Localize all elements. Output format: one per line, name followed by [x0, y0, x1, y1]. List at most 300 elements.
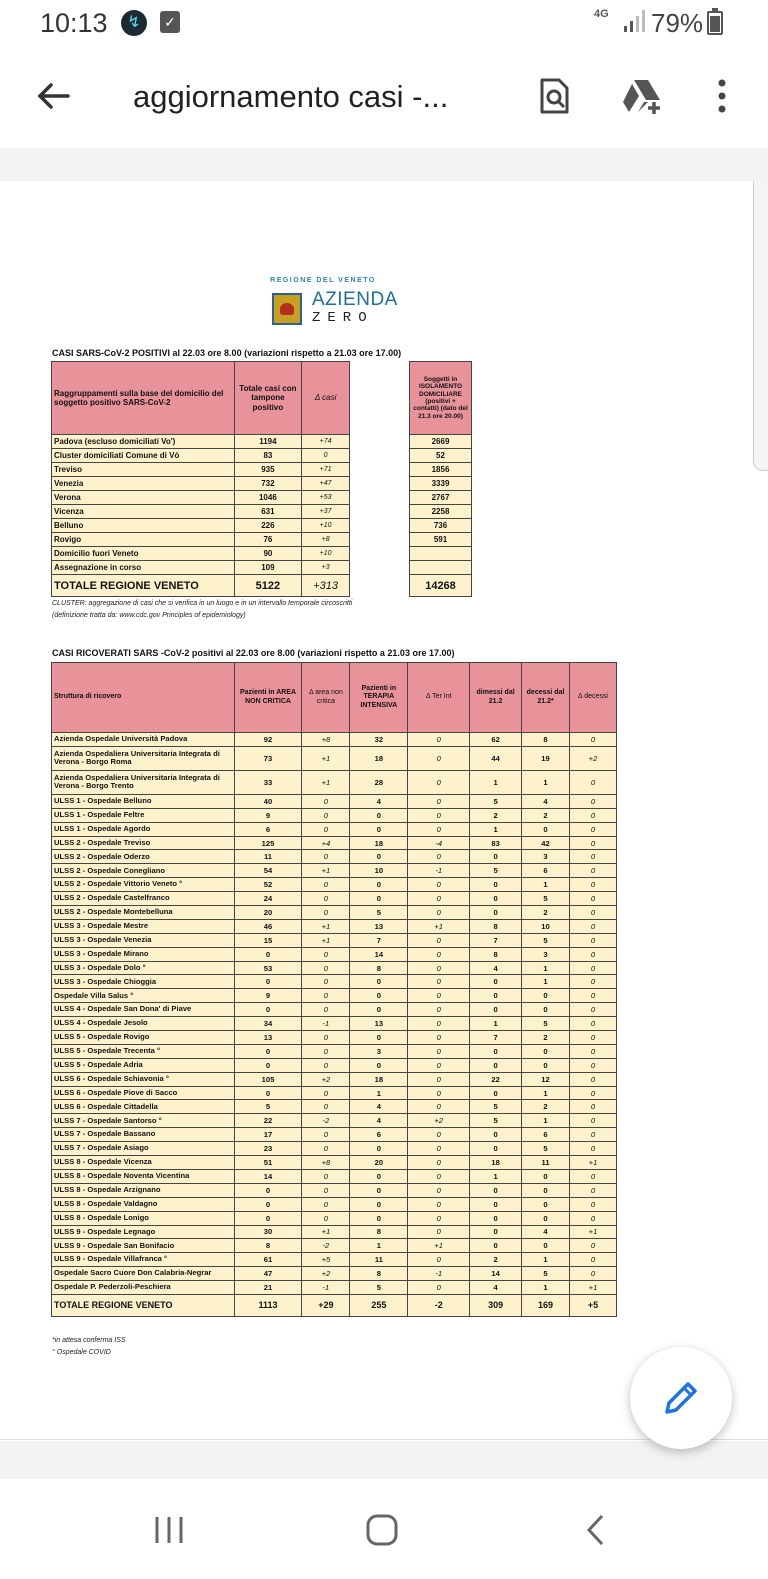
deaths: 6: [522, 864, 570, 878]
hospital-name: ULSS 5 - Ospedale Rovigo: [52, 1031, 235, 1045]
table-row: [52, 505, 350, 519]
deaths: 2: [522, 1100, 570, 1114]
icu-patients: 0: [350, 1183, 408, 1197]
deaths: 0: [522, 1211, 570, 1225]
icu-delta: 0: [408, 975, 470, 989]
deaths: 0: [522, 1239, 570, 1253]
non-critical-patients: 14: [234, 1169, 302, 1183]
logo-line2: ZERO: [312, 310, 374, 326]
non-critical-patients: 8: [234, 1239, 302, 1253]
icu-patients: 32: [350, 733, 408, 747]
icu-patients: 4: [350, 794, 408, 808]
table-row: [52, 906, 617, 920]
icu-delta: 0: [408, 808, 470, 822]
table-row: [52, 961, 617, 975]
hospital-name: ULSS 2 - Ospedale Castelfranco: [52, 892, 235, 906]
icu-patients: 0: [350, 1169, 408, 1183]
discharged: 4: [470, 1281, 522, 1295]
deaths-delta: 0: [570, 794, 617, 808]
deaths: 0: [522, 1169, 570, 1183]
positive-cases-table: [51, 361, 350, 597]
table-row: [52, 850, 617, 864]
icu-patients: 0: [350, 989, 408, 1003]
table-row: [52, 1086, 617, 1100]
table-row: [52, 1197, 617, 1211]
deaths: 3: [522, 947, 570, 961]
deaths-delta: 0: [570, 1044, 617, 1058]
table-row: [52, 463, 350, 477]
total-delta: +313: [302, 575, 350, 597]
case-total: 109: [234, 561, 302, 575]
icu-patients: 0: [350, 1031, 408, 1045]
table-row: [410, 491, 472, 505]
deaths: 5: [522, 1142, 570, 1156]
table-row: [52, 1142, 617, 1156]
t1-header-delta: Δ casi: [302, 362, 350, 435]
status-bar: [0, 0, 768, 48]
icu-delta: 0: [408, 892, 470, 906]
deaths-delta: 0: [570, 864, 617, 878]
deaths-delta: +1: [570, 1225, 617, 1239]
case-delta: +37: [302, 505, 350, 519]
icu-delta: 0: [408, 1044, 470, 1058]
discharged: 14: [470, 1267, 522, 1281]
deaths: 1: [522, 770, 570, 794]
hospital-name: ULSS 7 - Ospedale Santorso °: [52, 1114, 235, 1128]
total-icu-delta: -2: [408, 1294, 470, 1316]
area-name: Treviso: [52, 463, 235, 477]
icu-patients: 0: [350, 878, 408, 892]
deaths: 0: [522, 1058, 570, 1072]
table-row: [52, 491, 350, 505]
deaths: 6: [522, 1128, 570, 1142]
discharged: 0: [470, 989, 522, 1003]
hospital-name: ULSS 7 - Ospedale Asiago: [52, 1142, 235, 1156]
discharged: 5: [470, 794, 522, 808]
recent-apps-icon[interactable]: [144, 1505, 194, 1555]
total-non-critical-delta: +29: [302, 1294, 350, 1316]
case-total: 631: [234, 505, 302, 519]
page-gap: [0, 148, 768, 181]
isolation-count: 2258: [410, 505, 472, 519]
t2-header: Soggetti in ISOLAMENTO DOMICILIARE (positivi + contatti) (dato del 21.3 ore 20.00): [410, 362, 472, 435]
table-row: [410, 533, 472, 547]
battery-icon: [707, 11, 723, 35]
icu-delta: 0: [408, 1169, 470, 1183]
table-row: [410, 547, 472, 561]
icu-patients: 18: [350, 836, 408, 850]
icu-delta: 0: [408, 1211, 470, 1225]
case-delta: +8: [302, 533, 350, 547]
non-critical-patients: 105: [234, 1072, 302, 1086]
t3-header: decessi dal 21.2*: [522, 663, 570, 733]
non-critical-patients: 0: [234, 1211, 302, 1225]
non-critical-delta: 0: [302, 975, 350, 989]
deaths-delta: 0: [570, 1197, 617, 1211]
isolation-count: 1856: [410, 463, 472, 477]
non-critical-delta: 0: [302, 1128, 350, 1142]
non-critical-delta: 0: [302, 1169, 350, 1183]
deaths-delta: 0: [570, 808, 617, 822]
deaths-delta: 0: [570, 1058, 617, 1072]
non-critical-delta: -1: [302, 1017, 350, 1031]
non-critical-delta: 0: [302, 1044, 350, 1058]
deaths-delta: 0: [570, 906, 617, 920]
icu-patients: 0: [350, 1211, 408, 1225]
discharged: 0: [470, 1197, 522, 1211]
icu-delta: +2: [408, 1114, 470, 1128]
table-row: [52, 1281, 617, 1295]
area-name: Domicilio fuori Veneto: [52, 547, 235, 561]
isolation-count: 591: [410, 533, 472, 547]
icu-patients: 18: [350, 746, 408, 770]
icu-patients: 0: [350, 822, 408, 836]
non-critical-delta: 0: [302, 850, 350, 864]
deaths: 0: [522, 1197, 570, 1211]
deaths-delta: 0: [570, 1253, 617, 1267]
deaths: 1: [522, 878, 570, 892]
hospital-name: ULSS 3 - Ospedale Mirano: [52, 947, 235, 961]
table-row: [52, 1225, 617, 1239]
deaths: 2: [522, 906, 570, 920]
deaths-delta: 0: [570, 1086, 617, 1100]
t3-header: Δ area non critica: [302, 663, 350, 733]
find-in-document-icon[interactable]: [532, 74, 576, 118]
deaths-delta: 0: [570, 878, 617, 892]
non-critical-delta: -2: [302, 1239, 350, 1253]
icu-delta: 0: [408, 1281, 470, 1295]
deaths-delta: 0: [570, 975, 617, 989]
discharged: 22: [470, 1072, 522, 1086]
discharged: 0: [470, 906, 522, 920]
non-critical-delta: 0: [302, 1100, 350, 1114]
deaths-delta: 0: [570, 733, 617, 747]
non-critical-patients: 0: [234, 1003, 302, 1017]
icu-patients: 1: [350, 1086, 408, 1100]
isolation-count: 3339: [410, 477, 472, 491]
deaths: 0: [522, 989, 570, 1003]
icu-patients: 8: [350, 961, 408, 975]
system-navigation-bar: [0, 1479, 768, 1579]
deaths: 11: [522, 1156, 570, 1170]
hospital-name: Azienda Ospedaliera Universitaria Integrata di Verona - Borgo Trento: [52, 770, 235, 794]
hospital-name: ULSS 8 - Ospedale Lonigo: [52, 1211, 235, 1225]
discharged: 0: [470, 1183, 522, 1197]
icu-delta: 0: [408, 1142, 470, 1156]
non-critical-delta: 0: [302, 1003, 350, 1017]
non-critical-delta: 0: [302, 1142, 350, 1156]
deaths: 10: [522, 919, 570, 933]
hospital-name: ULSS 6 - Ospedale Schiavonia °: [52, 1072, 235, 1086]
non-critical-patients: 53: [234, 961, 302, 975]
non-critical-delta: +1: [302, 864, 350, 878]
hospital-name: ULSS 2 - Ospedale Oderzo: [52, 850, 235, 864]
table-row: [52, 1267, 617, 1281]
deaths-delta: 0: [570, 1169, 617, 1183]
deaths: 1: [522, 1114, 570, 1128]
isolation-count: 2767: [410, 491, 472, 505]
non-critical-patients: 47: [234, 1267, 302, 1281]
area-name: Verona: [52, 491, 235, 505]
crest-icon: [272, 293, 302, 325]
discharged: 0: [470, 1211, 522, 1225]
total-label: TOTALE REGIONE VENETO: [52, 575, 235, 597]
t3-header: Pazienti in AREA NON CRITICA: [234, 663, 302, 733]
table-row: [52, 1114, 617, 1128]
document-title: aggiornamento casi -...: [133, 79, 449, 114]
non-critical-delta: 0: [302, 822, 350, 836]
non-critical-delta: 0: [302, 989, 350, 1003]
discharged: 44: [470, 746, 522, 770]
non-critical-patients: 11: [234, 850, 302, 864]
case-delta: +71: [302, 463, 350, 477]
deaths-delta: 0: [570, 947, 617, 961]
non-critical-delta: 0: [302, 878, 350, 892]
discharged: 8: [470, 947, 522, 961]
deaths-delta: 0: [570, 989, 617, 1003]
table-row: [52, 933, 617, 947]
back-arrow-icon[interactable]: [30, 73, 76, 119]
discharged: 0: [470, 850, 522, 864]
table-row: [410, 435, 472, 449]
hospital-name: ULSS 9 - Ospedale San Bonifacio: [52, 1239, 235, 1253]
case-delta: +74: [302, 435, 350, 449]
case-total: 732: [234, 477, 302, 491]
deaths-delta: 0: [570, 1031, 617, 1045]
total-deaths-delta: +5: [570, 1294, 617, 1316]
table-row: [52, 1017, 617, 1031]
non-critical-delta: 0: [302, 947, 350, 961]
area-name: Vicenza: [52, 505, 235, 519]
non-critical-patients: 46: [234, 919, 302, 933]
deaths: 42: [522, 836, 570, 850]
discharged: 18: [470, 1156, 522, 1170]
deaths: 5: [522, 892, 570, 906]
discharged: 5: [470, 1114, 522, 1128]
deaths: 12: [522, 1072, 570, 1086]
table-row: [52, 533, 350, 547]
non-critical-delta: 0: [302, 1183, 350, 1197]
deaths-delta: 0: [570, 770, 617, 794]
icu-patients: 7: [350, 933, 408, 947]
hospital-name: Azienda Ospedale Università Padova: [52, 733, 235, 747]
deaths-delta: 0: [570, 892, 617, 906]
icu-patients: 0: [350, 1058, 408, 1072]
deaths-delta: 0: [570, 1072, 617, 1086]
icu-delta: 0: [408, 822, 470, 836]
non-critical-delta: +2: [302, 1072, 350, 1086]
hospital-name: ULSS 3 - Ospedale Mestre: [52, 919, 235, 933]
case-delta: +3: [302, 561, 350, 575]
t3-header: Δ Ter Int: [408, 663, 470, 733]
non-critical-delta: +1: [302, 933, 350, 947]
icu-delta: 0: [408, 1128, 470, 1142]
non-critical-delta: 0: [302, 1031, 350, 1045]
icu-delta: 0: [408, 746, 470, 770]
icu-delta: 0: [408, 1086, 470, 1100]
icu-delta: 0: [408, 933, 470, 947]
total-row: [52, 1294, 617, 1316]
non-critical-delta: +2: [302, 1267, 350, 1281]
icu-patients: 13: [350, 1017, 408, 1031]
edit-button[interactable]: [630, 1347, 732, 1449]
icu-delta: 0: [408, 1003, 470, 1017]
total-non-critical-patients: 1113: [234, 1294, 302, 1316]
non-critical-patients: 5: [234, 1100, 302, 1114]
hospital-name: ULSS 8 - Ospedale Valdagno: [52, 1197, 235, 1211]
hospital-name: ULSS 2 - Ospedale Vittorio Veneto °: [52, 878, 235, 892]
deaths: 4: [522, 794, 570, 808]
table-row: [52, 477, 350, 491]
table-row: [410, 463, 472, 477]
table-row: [52, 1253, 617, 1267]
table-row: [52, 1100, 617, 1114]
table-row: [52, 547, 350, 561]
icu-delta: -4: [408, 836, 470, 850]
non-critical-patients: 52: [234, 878, 302, 892]
table-row: [52, 836, 617, 850]
add-to-drive-icon[interactable]: [620, 74, 664, 118]
non-critical-patients: 13: [234, 1031, 302, 1045]
deaths-delta: 0: [570, 1100, 617, 1114]
hospital-name: ULSS 3 - Ospedale Venezia: [52, 933, 235, 947]
t3-header: Pazienti in TERAPIA INTENSIVA: [350, 663, 408, 733]
hospital-name: ULSS 8 - Ospedale Noventa Vicentina: [52, 1169, 235, 1183]
non-critical-delta: 0: [302, 961, 350, 975]
table-row: [52, 1211, 617, 1225]
discharged: 0: [470, 1239, 522, 1253]
logo-region-text: REGIONE DEL VENETO: [270, 277, 376, 284]
deaths-delta: 0: [570, 836, 617, 850]
hospital-name: ULSS 8 - Ospedale Vicenza: [52, 1156, 235, 1170]
non-critical-patients: 15: [234, 933, 302, 947]
discharged: 0: [470, 975, 522, 989]
deaths: 2: [522, 808, 570, 822]
icu-delta: 0: [408, 770, 470, 794]
icu-delta: 0: [408, 989, 470, 1003]
table-row: [52, 1003, 617, 1017]
case-total: 935: [234, 463, 302, 477]
icu-patients: 0: [350, 808, 408, 822]
icu-patients: 10: [350, 864, 408, 878]
hospital-name: ULSS 1 - Ospedale Belluno: [52, 794, 235, 808]
back-nav-icon[interactable]: [572, 1505, 622, 1555]
table-row: [52, 1128, 617, 1142]
non-critical-patients: 9: [234, 808, 302, 822]
table-row: [410, 505, 472, 519]
scroll-handle[interactable]: [753, 181, 768, 471]
battery-percent: 79%: [651, 8, 704, 38]
network-type: 4G: [594, 8, 609, 20]
hospital-name: ULSS 5 - Ospedale Adria: [52, 1058, 235, 1072]
icu-patients: 0: [350, 1197, 408, 1211]
deaths-delta: 0: [570, 1114, 617, 1128]
logo-line1: AZIENDA: [312, 289, 398, 310]
hospital-name: ULSS 6 - Ospedale Cittadella: [52, 1100, 235, 1114]
deaths: 0: [522, 1183, 570, 1197]
isolation-count: 52: [410, 449, 472, 463]
icu-patients: 0: [350, 1003, 408, 1017]
deaths: 0: [522, 1003, 570, 1017]
area-name: Assegnazione in corso: [52, 561, 235, 575]
non-critical-delta: +1: [302, 770, 350, 794]
table-row: [52, 822, 617, 836]
total-hospital-name: TOTALE REGIONE VENETO: [52, 1294, 235, 1316]
deaths: 0: [522, 822, 570, 836]
icu-delta: 0: [408, 794, 470, 808]
more-options-icon[interactable]: [700, 74, 744, 118]
table3-caption: CASI RICOVERATI SARS -CoV-2 positivi al 22.03 ore 8.00 (variazioni rispetto a 21.03 ore 17.00): [52, 648, 455, 658]
hospitalized-table: [51, 662, 617, 1317]
discharged: 1: [470, 822, 522, 836]
icu-patients: 0: [350, 1142, 408, 1156]
table1-caption: CASI SARS-CoV-2 POSITIVI al 22.03 ore 8.00 (variazioni rispetto a 21.03 ore 17.00): [52, 348, 402, 358]
icu-patients: 0: [350, 850, 408, 864]
home-icon[interactable]: [357, 1505, 407, 1555]
table-row: [52, 1031, 617, 1045]
hospital-name: ULSS 8 - Ospedale Arzignano: [52, 1183, 235, 1197]
non-critical-delta: +8: [302, 733, 350, 747]
icu-delta: 0: [408, 1156, 470, 1170]
non-critical-delta: 0: [302, 794, 350, 808]
discharged: 5: [470, 1100, 522, 1114]
table-row: [52, 519, 350, 533]
non-critical-patients: 0: [234, 947, 302, 961]
non-critical-delta: -1: [302, 1281, 350, 1295]
isolation-count: [410, 561, 472, 575]
discharged: 2: [470, 808, 522, 822]
non-critical-patients: 30: [234, 1225, 302, 1239]
app-bar: [0, 48, 768, 148]
icu-delta: 0: [408, 1031, 470, 1045]
non-critical-patients: 6: [234, 822, 302, 836]
area-name: Venezia: [52, 477, 235, 491]
non-critical-delta: +1: [302, 1225, 350, 1239]
t3-header: Struttura di ricovero: [52, 663, 235, 733]
icu-patients: 4: [350, 1114, 408, 1128]
deaths-delta: 0: [570, 961, 617, 975]
non-critical-delta: +1: [302, 746, 350, 770]
table-row: [52, 878, 617, 892]
non-critical-delta: +1: [302, 919, 350, 933]
non-critical-delta: 0: [302, 1058, 350, 1072]
non-critical-patients: 125: [234, 836, 302, 850]
deaths-delta: +1: [570, 1281, 617, 1295]
isolation-total: 14268: [410, 575, 472, 597]
area-name: Belluno: [52, 519, 235, 533]
discharged: 0: [470, 1058, 522, 1072]
non-critical-delta: 0: [302, 1197, 350, 1211]
hospital-name: ULSS 3 - Ospedale Dolo °: [52, 961, 235, 975]
icu-delta: 0: [408, 1197, 470, 1211]
discharged: 62: [470, 733, 522, 747]
total-icu-patients: 255: [350, 1294, 408, 1316]
icu-patients: 0: [350, 975, 408, 989]
non-critical-patients: 61: [234, 1253, 302, 1267]
table-row: [52, 919, 617, 933]
discharged: 0: [470, 1142, 522, 1156]
non-critical-patients: 92: [234, 733, 302, 747]
deaths: 5: [522, 933, 570, 947]
case-total: 1046: [234, 491, 302, 505]
icu-delta: 0: [408, 1225, 470, 1239]
non-critical-patients: 0: [234, 1197, 302, 1211]
table-row: [52, 435, 350, 449]
table-row: [52, 449, 350, 463]
hospital-name: ULSS 9 - Ospedale Villafranca °: [52, 1253, 235, 1267]
non-critical-patients: 20: [234, 906, 302, 920]
hospital-name: ULSS 4 - Ospedale San Dona' di Piave: [52, 1003, 235, 1017]
